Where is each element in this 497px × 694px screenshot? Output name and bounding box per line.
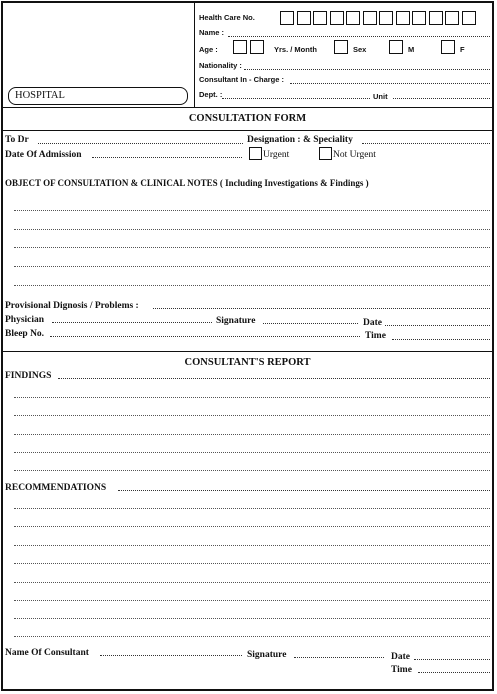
designation-label: Designation : & Speciality xyxy=(247,135,353,145)
clinical-notes-line[interactable] xyxy=(14,285,490,286)
not-urgent-checkbox[interactable] xyxy=(319,147,332,160)
age-box-2[interactable] xyxy=(250,40,264,54)
report-signature-field[interactable] xyxy=(294,657,384,658)
date-field[interactable] xyxy=(385,325,490,326)
findings-field[interactable] xyxy=(58,378,490,379)
consultant-in-charge-label: Consultant In - Charge : xyxy=(199,75,284,84)
signature-field[interactable] xyxy=(263,323,358,324)
report-signature-label: Signature xyxy=(247,650,287,660)
time-field[interactable] xyxy=(392,339,490,340)
physician-label: Physician xyxy=(5,315,45,325)
nationality-field[interactable] xyxy=(244,69,490,70)
yrs-month-label: Yrs. / Month xyxy=(274,45,317,54)
report-date-label: Date xyxy=(391,652,410,662)
sex-checkbox[interactable] xyxy=(334,40,348,54)
findings-line[interactable] xyxy=(14,415,490,416)
findings-line[interactable] xyxy=(14,397,490,398)
unit-label: Unit xyxy=(373,92,388,101)
recommendations-field[interactable] xyxy=(118,490,490,491)
health-care-no-box[interactable] xyxy=(412,11,426,25)
unit-field[interactable] xyxy=(393,98,490,99)
health-care-no-box[interactable] xyxy=(396,11,410,25)
health-care-no-box[interactable] xyxy=(280,11,294,25)
urgent-checkbox[interactable] xyxy=(249,147,262,160)
recommendations-line[interactable] xyxy=(14,618,490,619)
health-care-no-label: Health Care No. xyxy=(199,13,255,22)
female-checkbox[interactable] xyxy=(441,40,455,54)
dept-field[interactable] xyxy=(222,98,370,99)
consultant-in-charge-field[interactable] xyxy=(290,83,490,84)
clinical-notes-line[interactable] xyxy=(14,266,490,267)
provisional-diagnosis-label: Provisional Dignosis / Problems : xyxy=(5,301,139,311)
hospital-label: HOSPITAL xyxy=(8,87,188,105)
male-label: M xyxy=(408,45,415,54)
clinical-notes-heading: OBJECT OF CONSULTATION & CLINICAL NOTES ( Including Investigations & Findings ) xyxy=(5,178,369,188)
recommendations-line[interactable] xyxy=(14,545,490,546)
age-box-1[interactable] xyxy=(233,40,247,54)
consultation-title-line xyxy=(2,130,493,131)
male-checkbox[interactable] xyxy=(389,40,403,54)
health-care-no-box[interactable] xyxy=(297,11,311,25)
recommendations-line[interactable] xyxy=(14,563,490,564)
recommendations-line[interactable] xyxy=(14,636,490,637)
findings-line[interactable] xyxy=(14,452,490,453)
date-of-admission-label: Date Of Admission xyxy=(5,150,82,160)
provisional-diagnosis-field[interactable] xyxy=(153,308,490,309)
date-of-admission-field[interactable] xyxy=(92,157,242,158)
female-label: F xyxy=(460,45,465,54)
designation-field[interactable] xyxy=(362,143,490,144)
recommendations-label: RECOMMENDATIONS xyxy=(5,483,107,493)
recommendations-line[interactable] xyxy=(14,600,490,601)
findings-line[interactable] xyxy=(14,434,490,435)
health-care-no-box[interactable] xyxy=(445,11,459,25)
to-dr-field[interactable] xyxy=(38,143,243,144)
report-time-label: Time xyxy=(391,665,412,675)
recommendations-line[interactable] xyxy=(14,508,490,509)
health-care-no-box[interactable] xyxy=(462,11,476,25)
report-time-field[interactable] xyxy=(418,672,490,673)
physician-field[interactable] xyxy=(52,322,212,323)
health-care-no-box[interactable] xyxy=(363,11,377,25)
report-date-field[interactable] xyxy=(414,659,490,660)
nationality-label: Nationality : xyxy=(199,61,242,70)
date-label: Date xyxy=(363,318,382,328)
health-care-no-box[interactable] xyxy=(346,11,360,25)
findings-line[interactable] xyxy=(14,470,490,471)
clinical-notes-line[interactable] xyxy=(14,247,490,248)
sex-label: Sex xyxy=(353,45,367,54)
recommendations-line[interactable] xyxy=(14,526,490,527)
clinical-notes-line[interactable] xyxy=(14,210,490,211)
bleep-no-field[interactable] xyxy=(50,336,360,337)
dept-label: Dept. : xyxy=(199,90,223,99)
health-care-no-box[interactable] xyxy=(313,11,327,25)
name-of-consultant-field[interactable] xyxy=(100,655,242,656)
name-field[interactable] xyxy=(228,36,490,37)
report-divider xyxy=(2,351,493,352)
header-divider xyxy=(194,2,195,107)
age-label: Age : xyxy=(199,45,218,54)
signature-label: Signature xyxy=(216,316,256,326)
bleep-no-label: Bleep No. xyxy=(5,329,45,339)
header-bottom-line xyxy=(2,107,493,108)
name-label: Name : xyxy=(199,28,225,37)
recommendations-line[interactable] xyxy=(14,582,490,583)
health-care-no-box[interactable] xyxy=(429,11,443,25)
urgent-label: Urgent xyxy=(263,150,290,160)
consultation-form-title: CONSULTATION FORM xyxy=(188,113,307,124)
time-label: Time xyxy=(365,331,386,341)
health-care-no-box[interactable] xyxy=(379,11,393,25)
health-care-no-box[interactable] xyxy=(330,11,344,25)
name-of-consultant-label: Name Of Consultant xyxy=(5,648,89,658)
to-dr-label: To Dr xyxy=(5,135,29,145)
findings-label: FINDINGS xyxy=(5,371,52,381)
not-urgent-label: Not Urgent xyxy=(333,150,376,160)
clinical-notes-line[interactable] xyxy=(14,229,490,230)
consultants-report-title: CONSULTANT'S REPORT xyxy=(184,357,311,368)
